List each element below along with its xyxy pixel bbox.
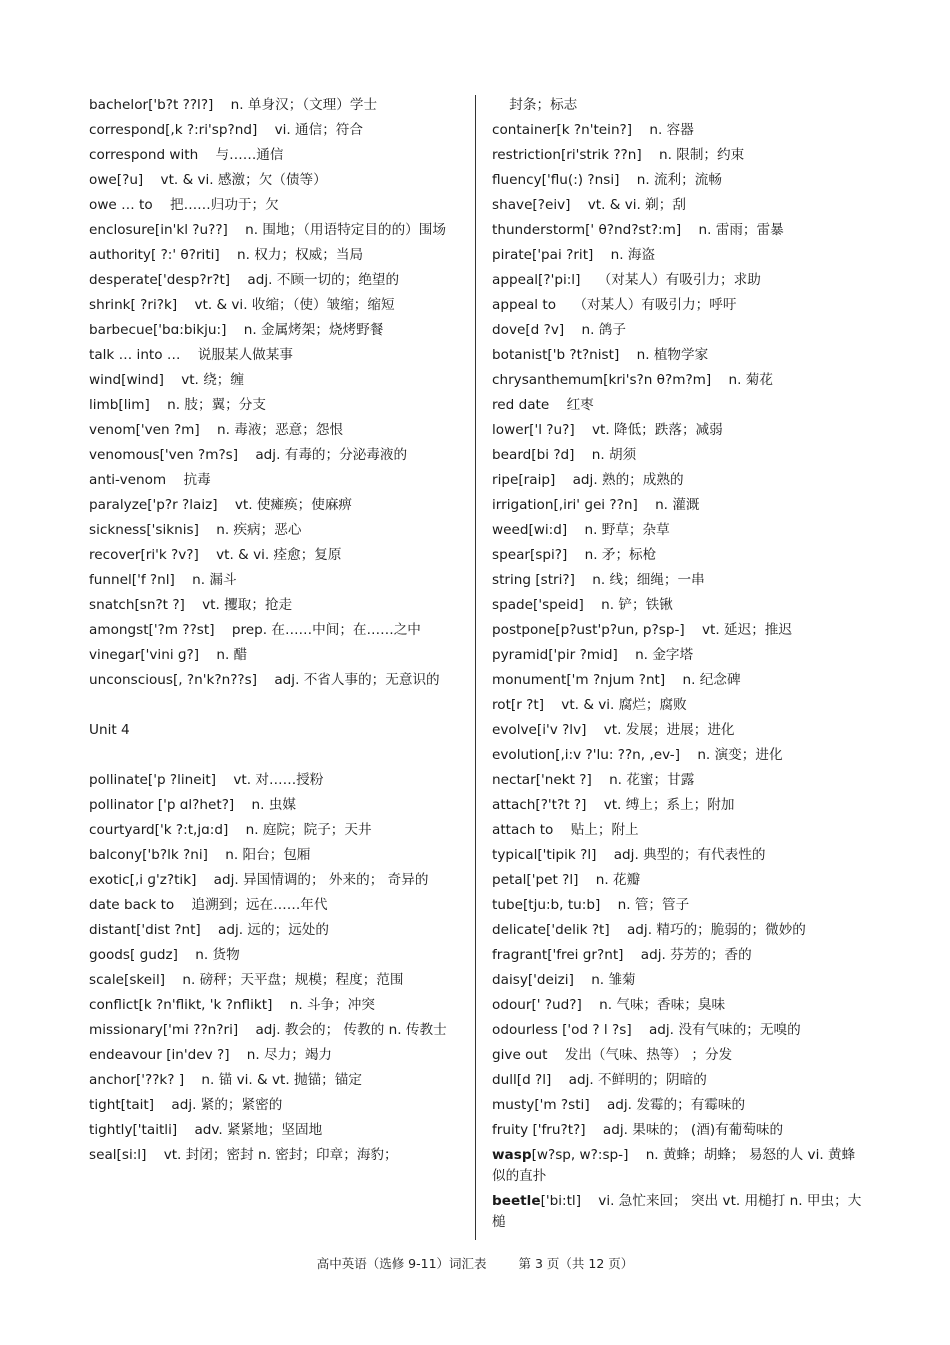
vocab-definition: vt. 对……授粉 [233,772,324,788]
vocab-definition: n. 金字塔 [635,647,694,663]
vocab-definition: n. 演变；进化 [697,747,783,763]
vocab-entry [492,95,864,116]
vocab-entry [492,1120,864,1141]
vocab-word: typical['tipik ?l] [492,847,597,863]
vocab-word: bachelor['b?t ??l?] [89,97,214,113]
vocab-definition: n. 线；细绳；一串 [592,572,705,588]
vocab-word: botanist['b ?t?nist] [492,347,620,363]
vocab-definition: vt. & vi. 剃；刮 [587,197,686,213]
vocab-word: venom['ven ?m] [89,422,200,438]
vocab-definition: adj. 教会的； 传教的 n. 传教士 [255,1022,447,1038]
vocab-entry [492,1145,864,1187]
vocab-word: exotic[,i ɡ'z?tik] [89,872,197,888]
vocab-word: chrysanthemum[kri's?n θ?m?m] [492,372,712,388]
vocab-word: enclosure[in'kl ?u??] [89,222,228,238]
vocab-word: barbecue['bɑ:bikju:] [89,322,227,338]
vocab-word: wind[wind] [89,372,164,388]
vocab-word: beetle [492,1193,541,1209]
vocab-entry [89,970,461,991]
vocab-word: rot[r ?t] [492,697,544,713]
vocab-definition: vt. & vi. 感激；欠（债等） [160,172,327,188]
vocab-definition: n. 毒液；恶意；怨恨 [217,422,344,438]
vocab-word: Unit 4 [89,722,130,738]
vocab-definition: 说服某人做某事 [197,347,293,363]
vocab-definition: n. 庭院；院子；天井 [245,822,372,838]
vocab-definition: （对某人）有吸引力；求助 [597,272,761,288]
vocab-word: amongst['?m ??st] [89,622,215,638]
vocab-entry [89,770,461,791]
vocab-definition: n. 气味；香味；臭味 [599,997,726,1013]
vocab-word: courtyard['k ?:t,jɑ:d] [89,822,229,838]
vocab-word: limb[lim] [89,397,150,413]
footer-title: 高中英语（选修 9-11）词汇表 [316,1256,487,1271]
vocab-entry [492,470,864,491]
vocab-definition: n. 植物学家 [636,347,709,363]
vocab-definition: vt. 缚上；系上；附加 [603,797,735,813]
vocab-word: shave[?eiv] [492,197,571,213]
vocab-entry [492,970,864,991]
vocab-entry [492,220,864,241]
vocab-definition: 与……通信 [215,147,284,163]
vocab-entry [89,295,461,316]
vocab-entry [492,245,864,266]
vocab-definition: vt. 封闭；密封 n. 密封；印章；海豹； [163,1147,398,1163]
vocab-definition: prep. 在……中间；在……之中 [231,622,421,638]
vocab-entry [492,895,864,916]
vocab-entry [89,945,461,966]
vocab-definition: adj. 远的；远处的 [218,922,329,938]
vocab-entry [89,570,461,591]
vocab-definition: n. 漏斗 [192,572,237,588]
vocab-word: authority[ ?:' θ?riti] [89,247,220,263]
vocab-definition: vt. 攫取；抢走 [202,597,293,613]
vocab-word: ripe[raip] [492,472,556,488]
vocab-definition: adj. 不鲜明的；阴暗的 [568,1072,707,1088]
vocab-entry [492,720,864,741]
vocab-word: owe[?u] [89,172,144,188]
vocab-word: evolve[i'v ?lv] [492,722,587,738]
vocab-entry [89,795,461,816]
vocab-entry [89,645,461,666]
vocab-entry [89,445,461,466]
vocab-definition: n. 金属烤架；烧烤野餐 [243,322,384,338]
vocab-word: evolution[,i:v ?'lu: ??n, ,ev-] [492,747,681,763]
vocab-definition: vt. 降低；跌落；减弱 [591,422,723,438]
vocab-entry [89,420,461,441]
vocab-word: dull[d ?l] [492,1072,552,1088]
vocab-word: conflict[k ?n'flikt, 'k ?nflikt] [89,997,273,1013]
vocab-entry [89,320,461,341]
vocab-word: anti-venom [89,472,167,488]
vocab-definition: vt. 绕；缠 [181,372,244,388]
vocab-definition: n. 肢；翼；分支 [167,397,266,413]
vocab-definition: 红枣 [566,397,594,413]
vocab-entry [492,1191,864,1233]
vocab-definition: n. 黄蜂；胡蜂； 易怒的人 vi. 黄蜂似的直扑 [492,1147,856,1184]
vocab-definition: adj. 芬芳的；香的 [640,947,752,963]
vocab-definition: n. 醋 [216,647,248,663]
vocab-word: date back to [89,897,175,913]
page-footer [0,1254,950,1272]
vocab-definition: n. 限制；约束 [658,147,745,163]
vocab-definition: （对某人）有吸引力；呼吁 [573,297,737,313]
vocab-entry [89,170,461,191]
vocab-definition: 封条；标志 [509,97,578,113]
vocab-definition: adj. 不顾一切的；绝望的 [247,272,400,288]
vocab-definition: n. 铲；铁锹 [601,597,673,613]
vocab-word: owe … to [89,197,153,213]
vocab-definition: n. 海盗 [610,247,656,263]
vocab-entry [89,720,461,741]
vocab-entry [492,645,864,666]
vocab-entry [89,595,461,616]
vocab-entry [492,520,864,541]
vocab-word: fruity ['fru?t?] [492,1122,586,1138]
right-column [492,95,864,1237]
vocab-entry [492,795,864,816]
vocab-entry [492,420,864,441]
vocab-word: vinegar['vini ɡ?] [89,647,200,663]
vocab-definition: vi. 急忙来回； 突出 vt. 用槌打 n. 甲虫；大槌 [492,1193,862,1230]
vocab-entry [492,695,864,716]
vocab-word: postpone[p?ust'p?un, p?sp-] [492,622,685,638]
vocab-entry [492,920,864,941]
vocab-definition: n. 鸽子 [581,322,626,338]
vocab-definition: vt. 使瘫痪；使麻痹 [234,497,353,513]
vocab-word: attach to [492,822,554,838]
vocab-entry [492,995,864,1016]
vocab-entry [89,95,461,116]
vocab-word: monument['m ?njum ?nt] [492,672,666,688]
vocab-definition: adj. 没有气味的；无嗅的 [648,1022,801,1038]
vocab-definition: adj. 有毒的；分泌毒液的 [255,447,408,463]
spacer [89,745,461,770]
vocab-entry [492,745,864,766]
vocab-word: correspond[,k ?:ri'sp?nd] [89,122,258,138]
vocab-definition: 抗毒 [183,472,211,488]
vocab-word: spade['speid] [492,597,584,613]
vocab-entry [89,220,461,241]
vocab-word: balcony['b?lk ?ni] [89,847,208,863]
vocab-definition: 追溯到；远在……年代 [191,897,328,913]
vocab-word: odour[' ?ud?] [492,997,582,1013]
vocab-definition: n. 花瓣 [595,872,641,888]
vocab-word: wasp [492,1147,532,1163]
vocab-entry [492,1020,864,1041]
vocab-word: fragrant['frei ɡr?nt] [492,947,624,963]
vocab-entry [492,345,864,366]
vocab-word: weed[wi:d] [492,522,568,538]
vocab-definition: n. 磅秤；天平盘；规模；程度；范围 [182,972,404,988]
vocab-word: red date [492,397,550,413]
vocab-entry [89,895,461,916]
vocab-definition: n. 矛；标枪 [584,547,657,563]
vocab-definition: n. 尽力；竭力 [246,1047,333,1063]
vocab-definition: n. 雷雨；雷暴 [698,222,784,238]
vocab-definition: n. 野草；杂草 [584,522,670,538]
vocab-word: delicate['delik ?t] [492,922,610,938]
vocab-word: attach[?'t?t ?] [492,797,587,813]
vocab-word: string [stri?] [492,572,575,588]
vocab-word: desperate['desp?r?t] [89,272,231,288]
vocab-entry [89,345,461,366]
vocab-definition: vt. 发展；进展；进化 [603,722,735,738]
vocab-word: container[k ?n'tein?] [492,122,633,138]
vocab-word: beard[bi ?d] [492,447,575,463]
vocab-word: paralyze['p?r ?laiz] [89,497,218,513]
vocab-word: dove[d ?v] [492,322,565,338]
vocab-word: tight[tait] [89,1097,155,1113]
vocab-word: funnel['f ?nl] [89,572,175,588]
vocab-word: pollinate['p ?lineit] [89,772,217,788]
vocab-entry [492,145,864,166]
vocab-definition: n. 菊花 [728,372,773,388]
vocab-word: sickness['siknis] [89,522,199,538]
vocab-word: odourless ['od ? l ?s] [492,1022,632,1038]
vocab-word: scale[skeil] [89,972,166,988]
vocab-entry [492,395,864,416]
vocab-definition: n. 纪念碑 [682,672,741,688]
vocab-definition: n. 单身汉；（文理）学士 [230,97,378,113]
vocab-definition: n. 花蜜；甘露 [609,772,695,788]
vocab-word: tightly['taitli] [89,1122,178,1138]
footer-page-number: 第 3 页（共 12 页） [518,1256,634,1271]
vocab-entry [492,295,864,316]
vocab-entry [89,1020,461,1041]
vocab-word: appeal[?'pi:l] [492,272,581,288]
vocab-entry [89,245,461,266]
vocab-word: pirate['pai ?rit] [492,247,594,263]
vocab-entry [89,470,461,491]
vocab-entry [89,1145,461,1166]
vocab-definition: n. 围地；（用语特定目的的）围场 [245,222,446,238]
vocab-word: daisy['deizi] [492,972,574,988]
vocab-entry [89,845,461,866]
vocab-entry [492,545,864,566]
vocab-entry [492,820,864,841]
vocab-word: missionary['mi ??n?ri] [89,1022,239,1038]
vocab-entry [89,920,461,941]
spacer [89,695,461,720]
vocab-definition: n. 疾病；恶心 [216,522,302,538]
vocab-word: tube[tju:b, tu:b] [492,897,601,913]
vocab-entry [492,1095,864,1116]
vocab-definition: n. 雏菊 [591,972,636,988]
vocab-entry [492,945,864,966]
vocab-definition: vi. 通信；符合 [274,122,363,138]
vocab-word: musty['m ?sti] [492,1097,590,1113]
vocab-definition: adj. 果味的； (酒)有葡萄味的 [602,1122,784,1138]
vocab-definition: adj. 不省人事的；无意识的 [274,672,440,688]
vocab-definition: n. 容器 [649,122,694,138]
vocab-word: nectar['nekt ?] [492,772,592,788]
vocab-definition: vt. 延迟；推迟 [701,622,792,638]
vocab-entry [89,620,461,641]
vocab-word: snatch[sn?t ?] [89,597,185,613]
vocab-definition: adv. 紧紧地；坚固地 [194,1122,323,1138]
vocab-entry [89,195,461,216]
vocab-entry [89,1095,461,1116]
vocab-entry [89,370,461,391]
vocab-definition: n. 阳台；包厢 [225,847,311,863]
left-column [89,95,461,1170]
vocab-word: endeavour [in'dev ?] [89,1047,230,1063]
vocab-entry [492,670,864,691]
vocab-entry [89,145,461,166]
vocab-phonetic: [w?sp, w?:sp-] [531,1147,629,1163]
vocab-entry [492,620,864,641]
vocab-entry [492,120,864,141]
vocab-definition: n. 灌溉 [655,497,700,513]
vocab-entry [492,370,864,391]
vocab-entry [89,870,461,891]
vocab-word: restriction[ri'strik ??n] [492,147,642,163]
vocab-entry [492,495,864,516]
vocab-entry [492,1070,864,1091]
vocab-entry [492,870,864,891]
vocab-word: venomous['ven ?m?s] [89,447,239,463]
vocab-definition: 发出（气味、热等） ；分发 [564,1047,733,1063]
vocab-definition: n. 权力；权威；当局 [237,247,364,263]
vocab-word: correspond with [89,147,199,163]
vocab-definition: 贴上；附上 [570,822,639,838]
vocab-entry [89,670,461,691]
vocab-word: recover[ri'k ?v?] [89,547,199,563]
vocab-word: spear[spi?] [492,547,568,563]
vocab-word: give out [492,1047,548,1063]
vocab-entry [492,845,864,866]
vocab-definition: n. 货物 [195,947,240,963]
vocab-definition: adj. 发霉的；有霉味的 [606,1097,746,1113]
vocab-entry [492,320,864,341]
vocab-word: lower['l ?u?] [492,422,575,438]
vocab-definition: adj. 异国情调的； 外来的； 奇异的 [213,872,429,888]
vocab-word: goods[ ɡudz] [89,947,178,963]
vocab-definition: n. 胡须 [591,447,637,463]
vocab-entry [89,995,461,1016]
vocab-entry [492,595,864,616]
vocab-entry [89,545,461,566]
vocab-word: petal['pet ?l] [492,872,579,888]
vocab-entry [492,170,864,191]
vocab-entry [89,270,461,291]
vocab-entry [89,120,461,141]
vocab-entry [492,1045,864,1066]
vocab-entry [492,195,864,216]
vocab-entry [492,570,864,591]
vocab-word: pyramid['pir ?mid] [492,647,618,663]
vocab-definition: 把……归功于；欠 [169,197,279,213]
vocab-phonetic: ['bi:tl] [540,1193,581,1209]
vocab-definition: adj. 典型的；有代表性的 [613,847,766,863]
vocab-word: seal[si:l] [89,1147,147,1163]
vocab-entry [492,770,864,791]
vocab-word: distant['dist ?nt] [89,922,201,938]
column-divider [475,95,476,1240]
vocab-entry [492,445,864,466]
vocab-word: appeal to [492,297,557,313]
vocab-entry [89,1120,461,1141]
vocab-definition: n. 管；管子 [617,897,690,913]
vocab-definition: vt. & vi. 收缩；（使）皱缩；缩短 [194,297,395,313]
vocab-entry [492,270,864,291]
vocab-entry [89,820,461,841]
vocab-word: fluency['flu(:) ?nsi] [492,172,620,188]
vocab-definition: adj. 熟的；成熟的 [572,472,684,488]
vocab-word: talk … into … [89,347,181,363]
vocab-entry [89,1070,461,1091]
vocab-definition: n. 流利；流畅 [636,172,722,188]
vocab-definition: vt. & vi. 痊愈；复原 [216,547,342,563]
vocab-entry [89,495,461,516]
vocab-definition: n. 虫媒 [251,797,296,813]
vocab-definition: adj. 紧的；紧密的 [171,1097,283,1113]
vocab-word: pollinator ['p ɑl?het?] [89,797,235,813]
vocab-word: anchor['??k? ] [89,1072,185,1088]
vocab-definition: vt. & vi. 腐烂；腐败 [561,697,687,713]
vocab-entry [89,1045,461,1066]
vocab-word: thunderstorm[' θ?nd?st?:m] [492,222,682,238]
vocab-word: irrigation[,iri' ɡei ??n] [492,497,638,513]
vocab-entry [89,395,461,416]
vocab-word: shrink[ ?ri?k] [89,297,178,313]
vocab-entry [89,520,461,541]
vocab-word: unconscious[, ?n'k?n??s] [89,672,258,688]
vocab-definition: n. 锚 vi. & vt. 抛锚；锚定 [201,1072,362,1088]
vocab-definition: adj. 精巧的；脆弱的；微妙的 [626,922,806,938]
vocab-definition: n. 斗争；冲突 [289,997,375,1013]
